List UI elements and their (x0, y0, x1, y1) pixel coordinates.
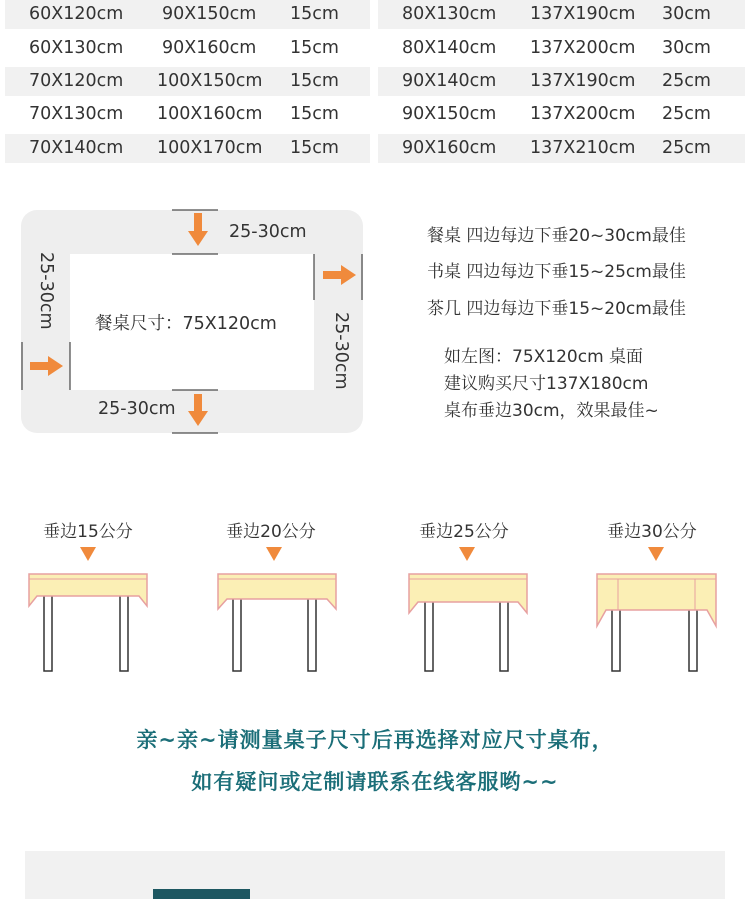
table-cell: 30cm (662, 4, 711, 24)
table-cell: 15cm (290, 104, 339, 124)
table-row (378, 134, 745, 163)
table-leg (233, 596, 241, 671)
drop-example-label: 垂边20公分 (226, 522, 316, 542)
table-row (378, 100, 745, 129)
table-cell: 15cm (290, 138, 339, 158)
table-cell: 80X140cm (402, 38, 497, 58)
bottom-tab-bar (153, 889, 250, 899)
arrow-down-icon (459, 547, 475, 561)
table-cell: 90X160cm (402, 138, 497, 158)
table-leg (612, 606, 620, 671)
table-drop-20 (218, 547, 336, 671)
table-cell: 137X210cm (530, 138, 636, 158)
recommendation-desk: 书桌 四边每边下垂15~25cm最佳 (427, 262, 686, 282)
table-cell: 137X190cm (530, 4, 636, 24)
left-drop-label: 25-30cm (36, 252, 56, 330)
table-row (378, 34, 745, 63)
table-cell: 137X200cm (530, 104, 636, 124)
example-note-line: 如左图：75X120cm 桌面 (444, 347, 644, 367)
table-cell: 137X200cm (530, 38, 636, 58)
arrow-down-icon (648, 547, 664, 561)
top-drop-label: 25-30cm (229, 222, 307, 242)
table-size-label: 餐桌尺寸：75X120cm (95, 314, 277, 334)
table-cell: 60X120cm (29, 4, 124, 24)
table-cell: 90X150cm (162, 4, 257, 24)
recommendation-dining: 餐桌 四边每边下垂20~30cm最佳 (427, 226, 686, 246)
table-leg (308, 596, 316, 671)
table-leg (120, 592, 128, 671)
table-row (5, 100, 370, 129)
table-leg (500, 600, 508, 671)
table-cell: 70X140cm (29, 138, 124, 158)
table-row (378, 0, 745, 29)
table-row (5, 134, 370, 163)
table-leg (44, 592, 52, 671)
table-cell: 137X190cm (530, 71, 636, 91)
table-cell: 25cm (662, 138, 711, 158)
footer-message-line1: 亲~亲~请测量桌子尺寸后再选择对应尺寸桌布， (136, 728, 614, 752)
table-cell: 60X130cm (29, 38, 124, 58)
arrow-down-icon (266, 547, 282, 561)
table-row (5, 67, 370, 96)
table-leg (425, 600, 433, 671)
table-cell: 90X150cm (402, 104, 497, 124)
bottom-drop-label: 25-30cm (98, 399, 176, 419)
footer-message-line2: 如有疑问或定制请联系在线客服哟~~ (191, 770, 559, 794)
table-cell: 70X120cm (29, 71, 124, 91)
table-drop-30 (597, 547, 716, 671)
table-cell: 15cm (290, 4, 339, 24)
drop-example-label: 垂边15公分 (43, 522, 133, 542)
table-cell: 90X140cm (402, 71, 497, 91)
table-cell: 100X150cm (157, 71, 263, 91)
table-cell: 15cm (290, 38, 339, 58)
table-row (378, 67, 745, 96)
table-drop-15 (29, 547, 147, 671)
arrow-down-icon (80, 547, 96, 561)
recommendation-coffee-table: 茶几 四边每边下垂15~20cm最佳 (427, 299, 686, 319)
drop-examples-illustration (0, 540, 750, 680)
table-cell: 70X130cm (29, 104, 124, 124)
table-cell: 100X170cm (157, 138, 263, 158)
bottom-panel (25, 851, 725, 899)
table-cell: 15cm (290, 71, 339, 91)
table-cell: 100X160cm (157, 104, 263, 124)
table-drop-25 (409, 547, 527, 671)
right-drop-label: 25-30cm (331, 312, 351, 390)
example-note-line: 建议购买尺寸137X180cm (444, 374, 649, 394)
table-cell: 90X160cm (162, 38, 257, 58)
drop-example-label: 垂边30公分 (607, 522, 697, 542)
table-row (5, 0, 370, 29)
example-note-line: 桌布垂边30cm，效果最佳~ (444, 401, 659, 421)
table-row (5, 34, 370, 63)
table-cell: 30cm (662, 38, 711, 58)
drop-example-label: 垂边25公分 (419, 522, 509, 542)
table-cell: 25cm (662, 104, 711, 124)
table-leg (689, 606, 697, 671)
table-cell: 25cm (662, 71, 711, 91)
table-cell: 80X130cm (402, 4, 497, 24)
